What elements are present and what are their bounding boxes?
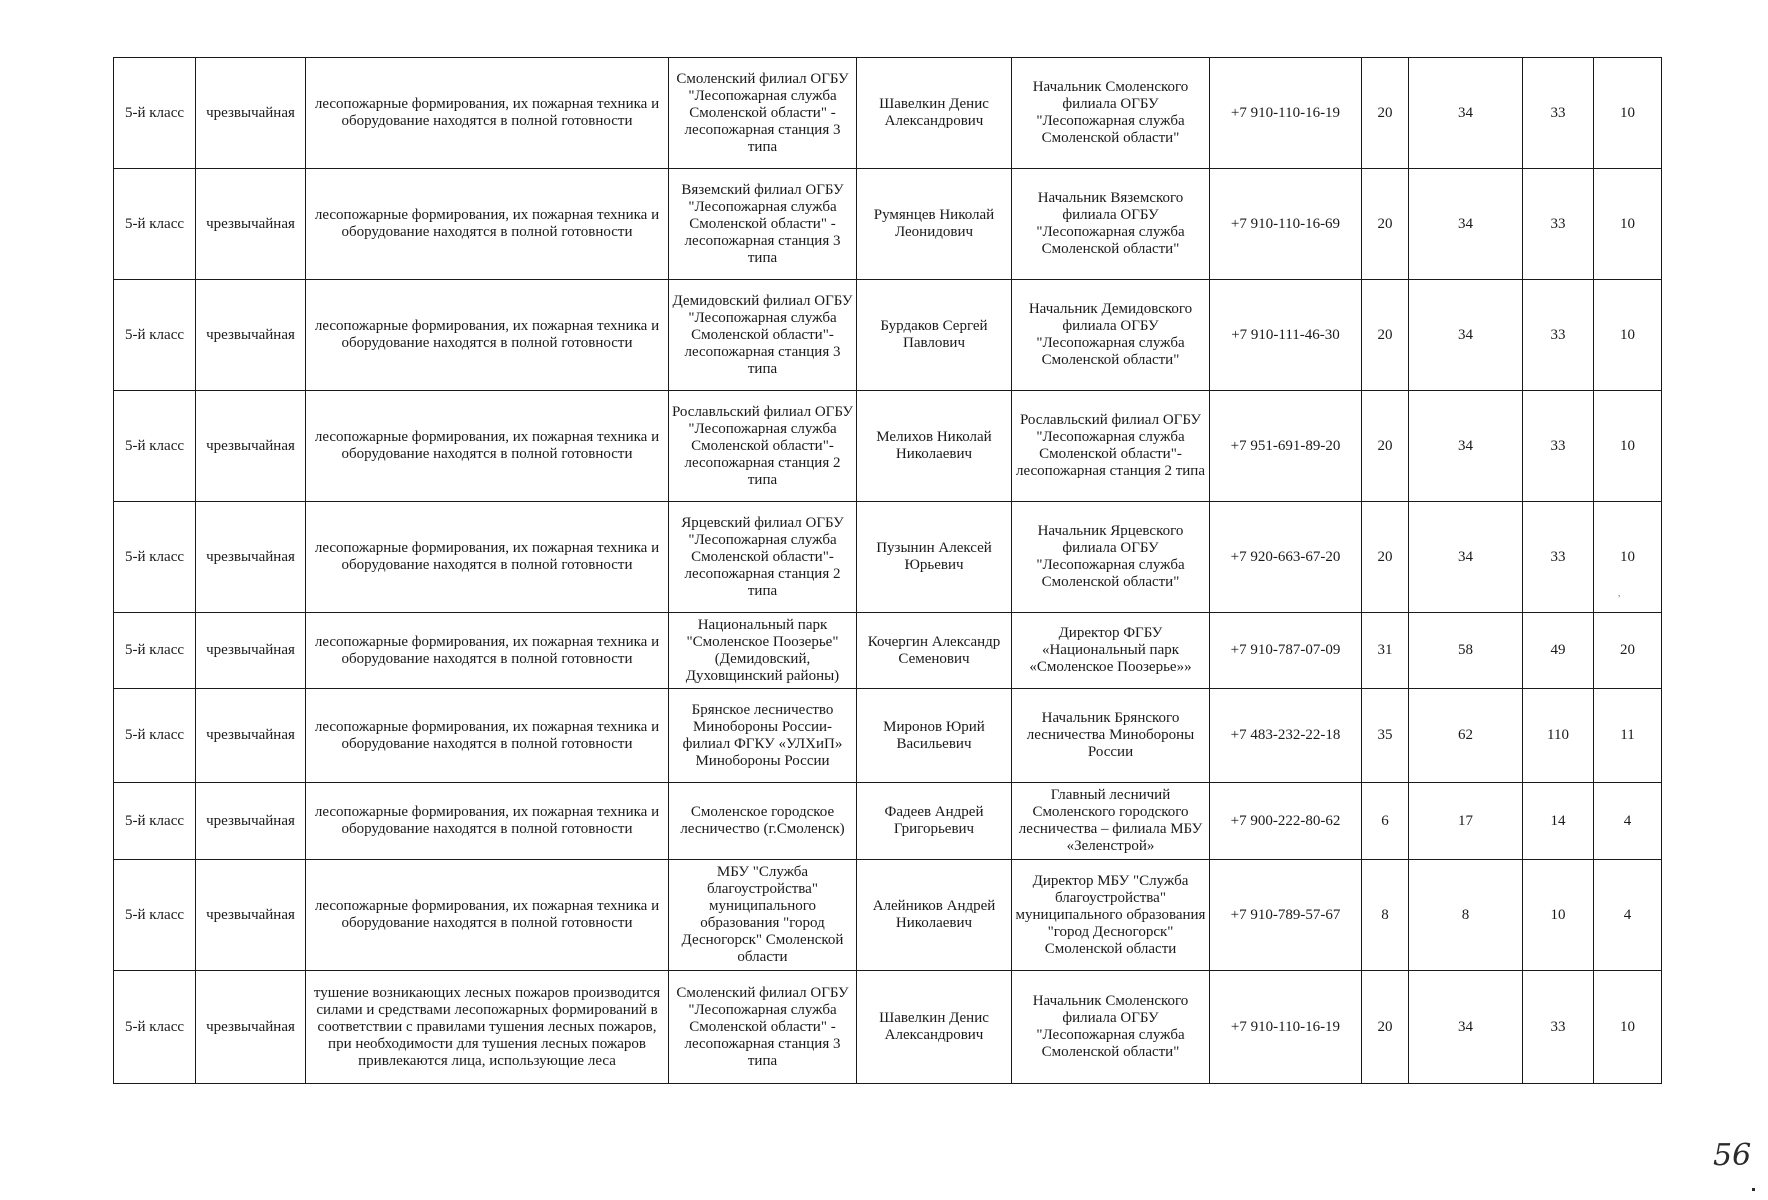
fire-class-cell: 5-й класс	[114, 783, 196, 860]
count-cell-3: 33	[1523, 971, 1594, 1084]
forest-fire-plan-table	[113, 57, 1662, 1084]
table-row	[114, 58, 1662, 169]
count-cell-4: 11	[1594, 689, 1662, 783]
count-cell-2: 58	[1409, 613, 1523, 689]
danger-level-cell: чрезвычайная	[196, 860, 306, 971]
responsible-person-cell: Шавелкин Денис Александрович	[857, 58, 1012, 169]
table-row	[114, 689, 1662, 783]
danger-level-cell: чрезвычайная	[196, 689, 306, 783]
count-cell-3: 33	[1523, 280, 1594, 391]
position-cell: Начальник Ярцевского филиала ОГБУ "Лесопожарная служба Смоленской области"	[1012, 502, 1210, 613]
danger-level-cell: чрезвычайная	[196, 58, 306, 169]
condition-cell: лесопожарные формирования, их пожарная техника и оборудование находятся в полной готовности	[306, 169, 669, 280]
table-row	[114, 280, 1662, 391]
responsible-person-cell: Румянцев Николай Леонидович	[857, 169, 1012, 280]
fire-class-cell: 5-й класс	[114, 502, 196, 613]
count-cell-3: 33	[1523, 502, 1594, 613]
count-cell-4: 20	[1594, 613, 1662, 689]
fire-class-cell: 5-й класс	[114, 689, 196, 783]
condition-cell: лесопожарные формирования, их пожарная техника и оборудование находятся в полной готовности	[306, 280, 669, 391]
responsible-person-cell: Миронов Юрий Васильевич	[857, 689, 1012, 783]
condition-cell: лесопожарные формирования, их пожарная техника и оборудование находятся в полной готовности	[306, 391, 669, 502]
scan-dot	[1752, 1188, 1755, 1191]
condition-cell: тушение возникающих лесных пожаров производится силами и средствами лесопожарных формирований в соответствии с правилами тушения лесных пожаров, при необходимости для тушения лесных пожаров привлекаются лица, использующие леса	[306, 971, 669, 1084]
table-row	[114, 502, 1662, 613]
count-cell-2: 34	[1409, 280, 1523, 391]
count-cell-1: 31	[1362, 613, 1409, 689]
position-cell: Главный лесничий Смоленского городского лесничества – филиала МБУ «Зеленстрой»	[1012, 783, 1210, 860]
position-cell: Начальник Вяземского филиала ОГБУ "Лесопожарная служба Смоленской области"	[1012, 169, 1210, 280]
phone-cell: +7 900-222-80-62	[1210, 783, 1362, 860]
count-cell-1: 20	[1362, 971, 1409, 1084]
fire-class-cell: 5-й класс	[114, 613, 196, 689]
danger-level-cell: чрезвычайная	[196, 971, 306, 1084]
count-cell-4: 4	[1594, 860, 1662, 971]
position-cell: Рославльский филиал ОГБУ "Лесопожарная служба Смоленской области"- лесопожарная станция 2 типа	[1012, 391, 1210, 502]
table-row	[114, 783, 1662, 860]
count-cell-2: 34	[1409, 391, 1523, 502]
phone-cell: +7 910-789-57-67	[1210, 860, 1362, 971]
fire-class-cell: 5-й класс	[114, 280, 196, 391]
count-cell-4: 10	[1594, 971, 1662, 1084]
responsible-person-cell: Фадеев Андрей Григорьевич	[857, 783, 1012, 860]
count-cell-3: 10	[1523, 860, 1594, 971]
count-cell-4: 10	[1594, 169, 1662, 280]
count-cell-2: 34	[1409, 58, 1523, 169]
danger-level-cell: чрезвычайная	[196, 613, 306, 689]
organization-cell: Смоленский филиал ОГБУ "Лесопожарная служба Смоленской области" - лесопожарная станция 3 типа	[669, 971, 857, 1084]
organization-cell: Демидовский филиал ОГБУ "Лесопожарная служба Смоленской области"- лесопожарная станция 3 типа	[669, 280, 857, 391]
organization-cell: Смоленское городское лесничество (г.Смоленск)	[669, 783, 857, 860]
count-cell-2: 34	[1409, 971, 1523, 1084]
danger-level-cell: чрезвычайная	[196, 169, 306, 280]
organization-cell: Вяземский филиал ОГБУ "Лесопожарная служба Смоленской области" - лесопожарная станция 3 типа	[669, 169, 857, 280]
fire-class-cell: 5-й класс	[114, 391, 196, 502]
responsible-person-cell: Пузынин Алексей Юрьевич	[857, 502, 1012, 613]
count-cell-1: 35	[1362, 689, 1409, 783]
fire-class-cell: 5-й класс	[114, 971, 196, 1084]
position-cell: Директор МБУ "Служба благоустройства" муниципального образования "город Десногорск" Смоленской области	[1012, 860, 1210, 971]
table-row	[114, 391, 1662, 502]
count-cell-4: 10	[1594, 58, 1662, 169]
count-cell-2: 8	[1409, 860, 1523, 971]
fire-class-cell: 5-й класс	[114, 169, 196, 280]
responsible-person-cell: Мелихов Николай Николаевич	[857, 391, 1012, 502]
count-cell-2: 34	[1409, 169, 1523, 280]
page-number: 56	[1713, 1138, 1752, 1173]
organization-cell: Ярцевский филиал ОГБУ "Лесопожарная служба Смоленской области"- лесопожарная станция 2 типа	[669, 502, 857, 613]
phone-cell: +7 910-110-16-19	[1210, 971, 1362, 1084]
phone-cell: +7 910-110-16-69	[1210, 169, 1362, 280]
count-cell-3: 49	[1523, 613, 1594, 689]
phone-cell: +7 920-663-67-20	[1210, 502, 1362, 613]
responsible-person-cell: Шавелкин Денис Александрович	[857, 971, 1012, 1084]
position-cell: Начальник Смоленского филиала ОГБУ "Лесопожарная служба Смоленской области"	[1012, 58, 1210, 169]
phone-cell: +7 910-110-16-19	[1210, 58, 1362, 169]
organization-cell: МБУ "Служба благоустройства" муниципального образования "город Десногорск" Смоленской области	[669, 860, 857, 971]
count-cell-3: 33	[1523, 58, 1594, 169]
table-row	[114, 613, 1662, 689]
count-cell-4: 10	[1594, 391, 1662, 502]
organization-cell: Брянское лесничество Минобороны России- филиал ФГКУ «УЛХиП» Минобороны России	[669, 689, 857, 783]
table-row	[114, 971, 1662, 1084]
position-cell: Начальник Демидовского филиала ОГБУ "Лесопожарная служба Смоленской области"	[1012, 280, 1210, 391]
fire-class-cell: 5-й класс	[114, 860, 196, 971]
responsible-person-cell: Бурдаков Сергей Павлович	[857, 280, 1012, 391]
organization-cell: Национальный парк "Смоленское Поозерье" (Демидовский, Духовщинский районы)	[669, 613, 857, 689]
count-cell-2: 17	[1409, 783, 1523, 860]
danger-level-cell: чрезвычайная	[196, 502, 306, 613]
count-cell-4: 10	[1594, 502, 1662, 613]
count-cell-1: 8	[1362, 860, 1409, 971]
scan-speck: ,	[1618, 588, 1621, 598]
count-cell-2: 34	[1409, 502, 1523, 613]
condition-cell: лесопожарные формирования, их пожарная техника и оборудование находятся в полной готовности	[306, 783, 669, 860]
responsible-person-cell: Алейников Андрей Николаевич	[857, 860, 1012, 971]
organization-cell: Рославльский филиал ОГБУ "Лесопожарная служба Смоленской области"- лесопожарная станция 2 типа	[669, 391, 857, 502]
count-cell-1: 6	[1362, 783, 1409, 860]
count-cell-1: 20	[1362, 58, 1409, 169]
condition-cell: лесопожарные формирования, их пожарная техника и оборудование находятся в полной готовности	[306, 58, 669, 169]
condition-cell: лесопожарные формирования, их пожарная техника и оборудование находятся в полной готовности	[306, 689, 669, 783]
count-cell-3: 14	[1523, 783, 1594, 860]
danger-level-cell: чрезвычайная	[196, 391, 306, 502]
count-cell-2: 62	[1409, 689, 1523, 783]
table-row	[114, 860, 1662, 971]
condition-cell: лесопожарные формирования, их пожарная техника и оборудование находятся в полной готовности	[306, 502, 669, 613]
responsible-person-cell: Кочергин Александр Семенович	[857, 613, 1012, 689]
count-cell-3: 33	[1523, 391, 1594, 502]
organization-cell: Смоленский филиал ОГБУ "Лесопожарная служба Смоленской области" - лесопожарная станция 3 типа	[669, 58, 857, 169]
phone-cell: +7 910-787-07-09	[1210, 613, 1362, 689]
position-cell: Начальник Брянского лесничества Минобороны России	[1012, 689, 1210, 783]
count-cell-1: 20	[1362, 169, 1409, 280]
position-cell: Начальник Смоленского филиала ОГБУ "Лесопожарная служба Смоленской области"	[1012, 971, 1210, 1084]
count-cell-1: 20	[1362, 391, 1409, 502]
count-cell-1: 20	[1362, 502, 1409, 613]
count-cell-4: 10	[1594, 280, 1662, 391]
condition-cell: лесопожарные формирования, их пожарная техника и оборудование находятся в полной готовности	[306, 860, 669, 971]
condition-cell: лесопожарные формирования, их пожарная техника и оборудование находятся в полной готовности	[306, 613, 669, 689]
count-cell-1: 20	[1362, 280, 1409, 391]
position-cell: Директор ФГБУ «Национальный парк «Смоленское Поозерье»»	[1012, 613, 1210, 689]
table-body	[114, 58, 1662, 1084]
fire-class-cell: 5-й класс	[114, 58, 196, 169]
count-cell-3: 110	[1523, 689, 1594, 783]
count-cell-3: 33	[1523, 169, 1594, 280]
phone-cell: +7 483-232-22-18	[1210, 689, 1362, 783]
phone-cell: +7 910-111-46-30	[1210, 280, 1362, 391]
count-cell-4: 4	[1594, 783, 1662, 860]
danger-level-cell: чрезвычайная	[196, 280, 306, 391]
phone-cell: +7 951-691-89-20	[1210, 391, 1362, 502]
danger-level-cell: чрезвычайная	[196, 783, 306, 860]
table-row	[114, 169, 1662, 280]
